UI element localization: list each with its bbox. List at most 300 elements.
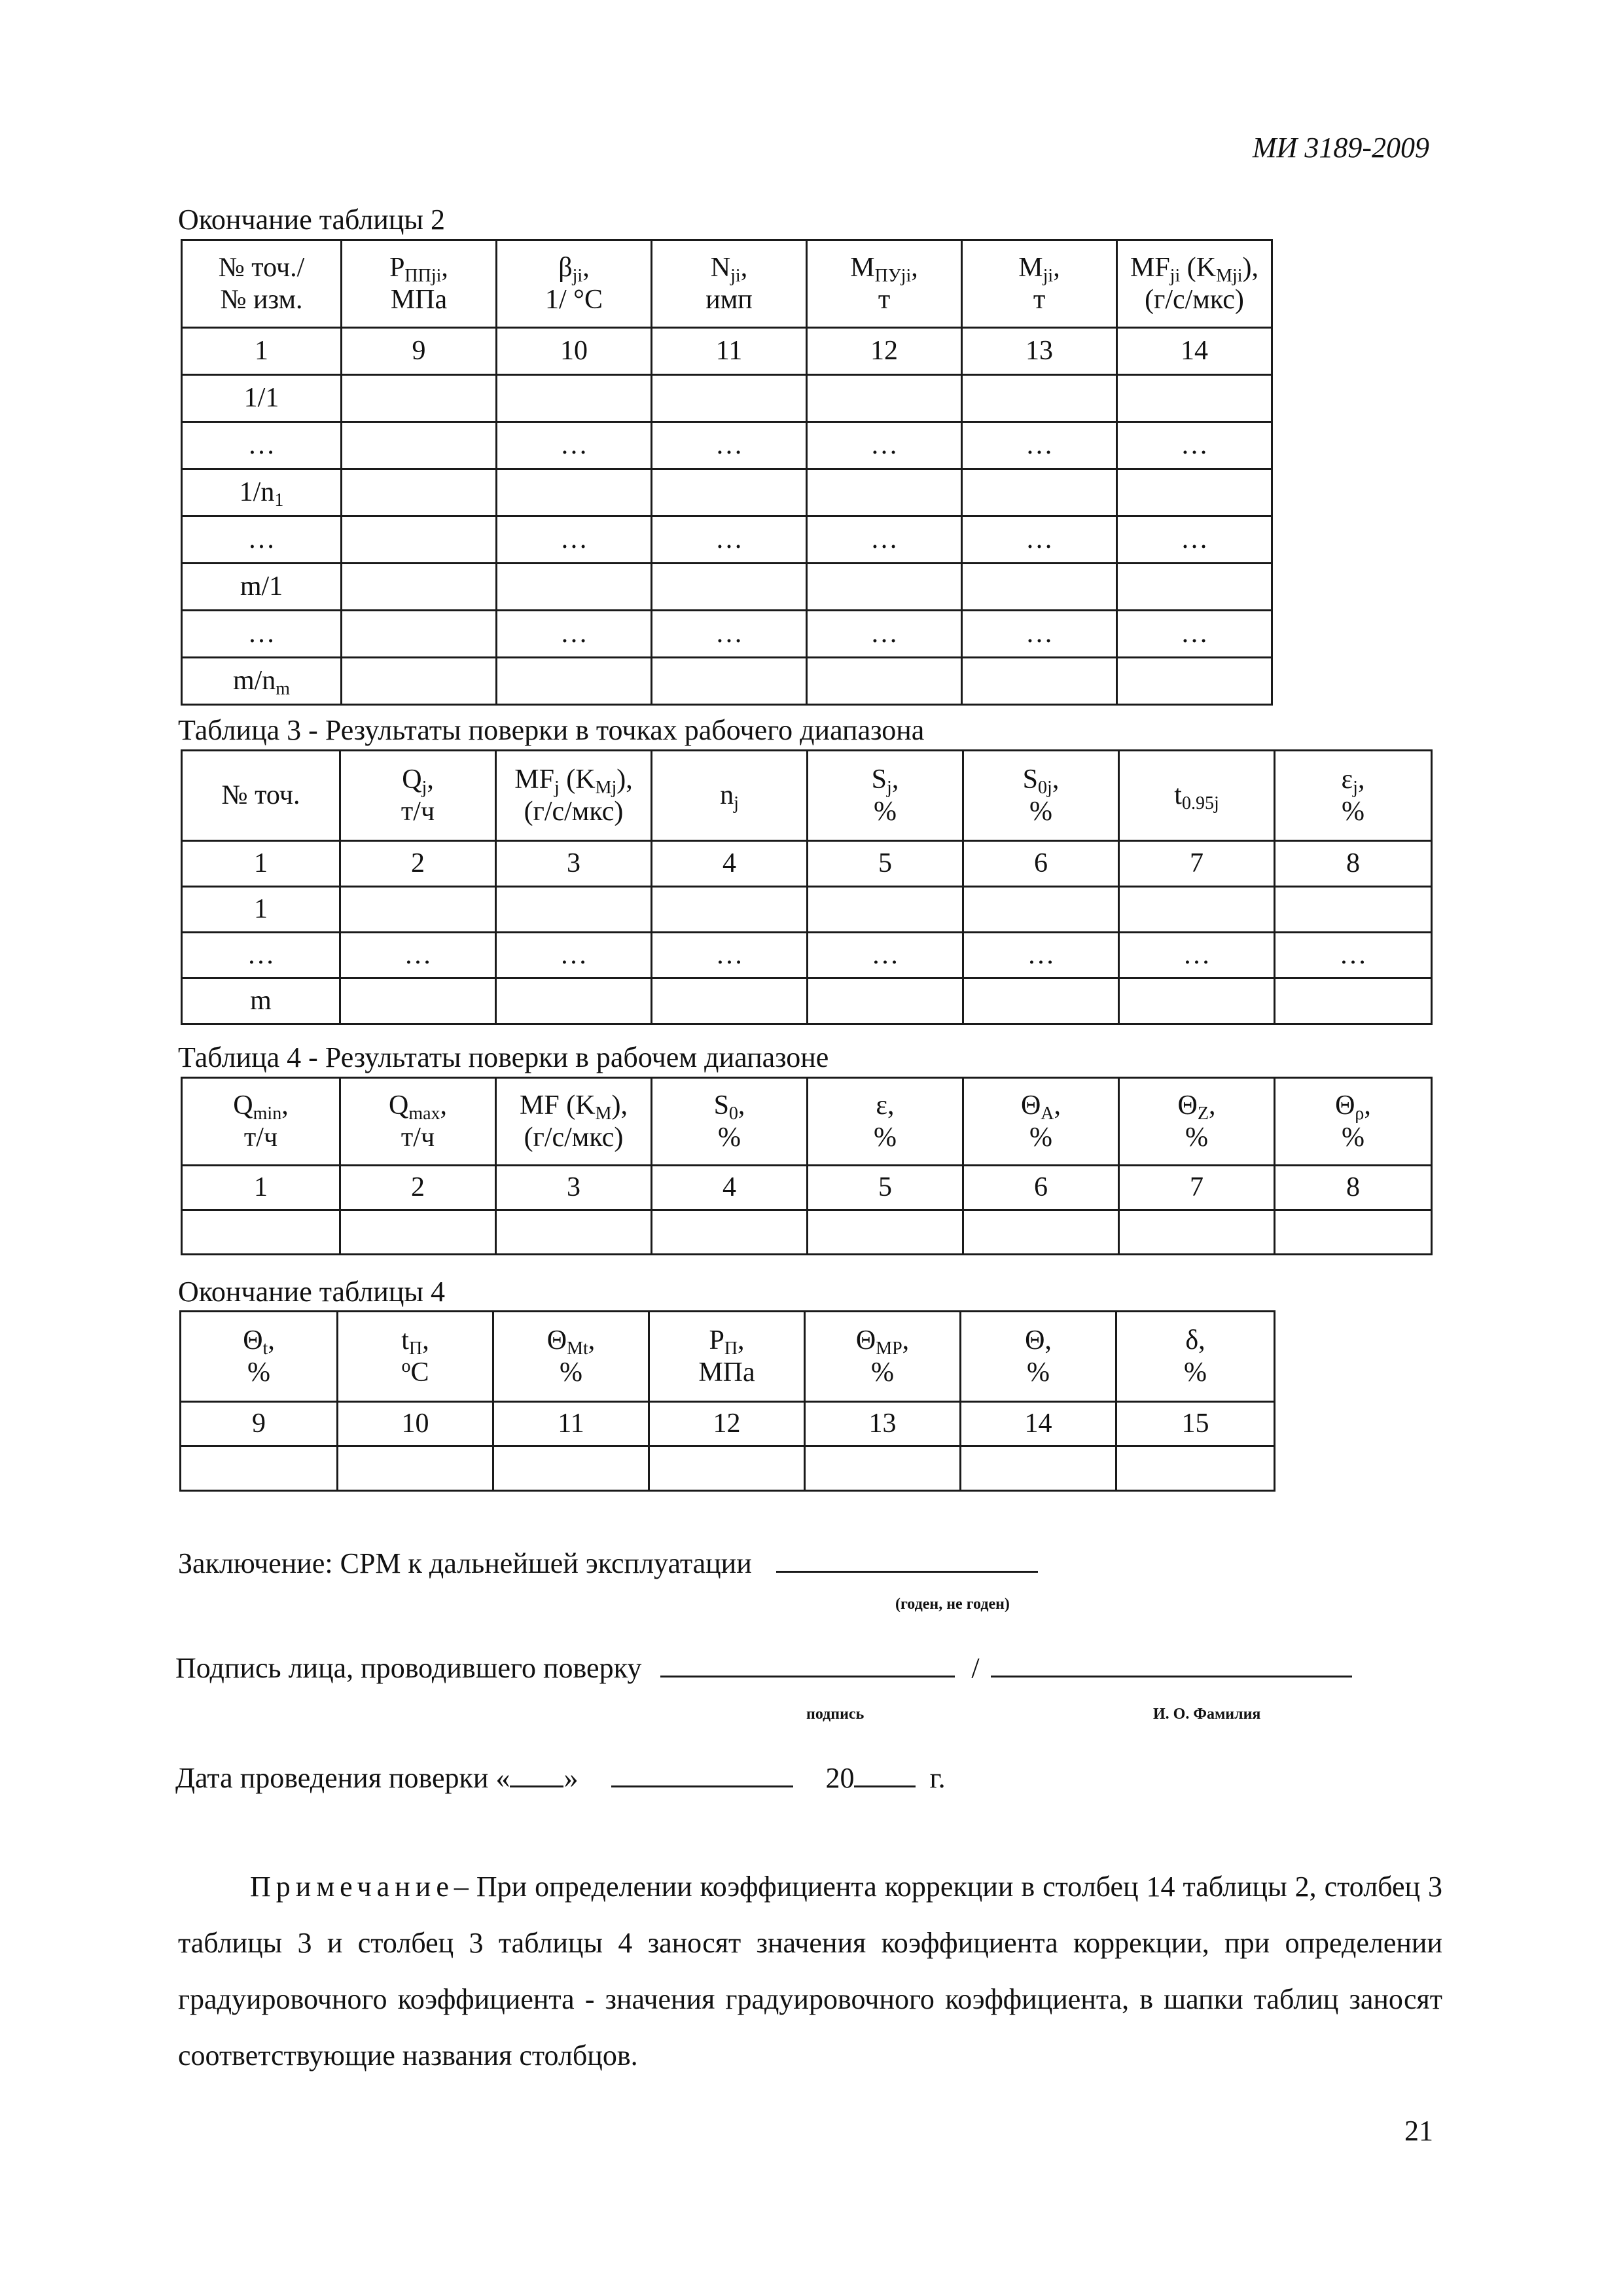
- column-number: 7: [1119, 841, 1275, 887]
- header-line-1: [811, 764, 959, 798]
- empty-cell[interactable]: [1119, 978, 1275, 1024]
- conclusion-label: Заключение: СРМ к дальнейшей эксплуатации: [178, 1547, 752, 1579]
- header-unit: (г/с/мкс): [524, 1122, 624, 1153]
- header-tail: ,: [1052, 764, 1060, 795]
- header-subscript: Mj: [595, 778, 617, 798]
- table-cell: [1117, 611, 1272, 658]
- header-tail: ,: [440, 1090, 448, 1121]
- empty-cell[interactable]: [652, 375, 807, 422]
- empty-cell[interactable]: [342, 422, 497, 469]
- empty-cell[interactable]: [1275, 1210, 1432, 1255]
- header-line-2: [497, 1357, 645, 1388]
- column-number: 1: [182, 328, 342, 375]
- empty-cell[interactable]: [340, 1210, 496, 1255]
- header-line-2: [811, 1122, 959, 1153]
- empty-cell[interactable]: [962, 564, 1117, 611]
- column-number: 15: [1116, 1402, 1275, 1446]
- column-number: 1: [182, 1166, 340, 1210]
- empty-cell[interactable]: [342, 375, 497, 422]
- header-subscript: ПУji: [874, 266, 912, 287]
- header-unit: № изм.: [220, 284, 303, 315]
- header-tail: ,: [1364, 1090, 1371, 1121]
- header-cell: [338, 1312, 493, 1402]
- empty-cell[interactable]: [649, 1446, 805, 1491]
- header-subscript: ji: [1169, 266, 1181, 287]
- header-line-2: [345, 284, 493, 315]
- header-unit: (г/с/мкс): [524, 796, 624, 827]
- empty-cell[interactable]: [807, 469, 962, 516]
- header-subscript: ji: [1043, 266, 1054, 287]
- table-row: [182, 611, 1272, 658]
- header-tail: ,: [1208, 1090, 1216, 1121]
- header-symbol: δ,: [1185, 1325, 1205, 1356]
- table-cell: [182, 887, 340, 933]
- empty-cell[interactable]: [342, 658, 497, 705]
- empty-cell[interactable]: [338, 1446, 493, 1491]
- table-cell: [807, 611, 962, 658]
- header-subscript: ППji: [404, 266, 442, 287]
- header-tail: ,: [1054, 1090, 1061, 1121]
- header-line-2: [185, 1122, 336, 1153]
- header-line-2: [967, 1122, 1115, 1153]
- empty-cell[interactable]: [962, 658, 1117, 705]
- header-symbol: P: [709, 1325, 724, 1356]
- header-line-2: [1122, 1122, 1271, 1153]
- header-cell: [652, 751, 808, 841]
- header-line-2: [655, 284, 803, 315]
- header-line-2: [344, 796, 492, 827]
- cell-value: …: [715, 940, 743, 971]
- table-cell: [652, 422, 807, 469]
- column-number: 11: [652, 328, 807, 375]
- row-subscript: 1: [274, 490, 284, 511]
- header-unit: т/ч: [243, 1122, 278, 1153]
- note: [178, 1859, 1442, 2084]
- header-tail: ,: [281, 1090, 289, 1121]
- cell-value: …: [560, 524, 588, 555]
- header-unit: %: [1184, 1357, 1207, 1388]
- header-symbol: MF: [514, 764, 554, 795]
- header-line-1: [965, 252, 1113, 287]
- header-subscript: Mji: [1216, 266, 1243, 287]
- header-symbol: Θ,: [1025, 1325, 1052, 1356]
- header-line-1: [967, 1090, 1115, 1124]
- cell-value: …: [715, 430, 743, 461]
- header-unit: %: [247, 1357, 270, 1388]
- header-unit: т/ч: [401, 796, 435, 827]
- header-subscript: П: [408, 1338, 423, 1359]
- header-symbol: Θ: [243, 1325, 263, 1356]
- table2-end: [181, 239, 1273, 706]
- table-cell: [1275, 933, 1432, 978]
- note-text: – При определении коэффициента коррекции в столбец 14 таблицы 2, столбец 3 таблицы 3 и столбец 3 таблицы 4 заносят значения коэффициента коррекции, при определении градуировочного коэффициента - значения градуировочного коэффициента, в шапки таблиц заносят соответствующие названия столбцов.: [178, 1871, 1442, 2072]
- header-line-1: [1122, 780, 1271, 814]
- header-cell: [1117, 240, 1272, 328]
- cell-value: …: [1181, 619, 1208, 649]
- empty-cell[interactable]: [340, 887, 496, 933]
- header-line-1: [655, 1090, 804, 1124]
- header-symbol: Θ: [855, 1325, 876, 1356]
- column-number: 6: [963, 1166, 1119, 1210]
- table-cell: [652, 933, 808, 978]
- column-number: 6: [963, 841, 1119, 887]
- header-subscript: M: [595, 1103, 612, 1124]
- header-line-1: [344, 764, 492, 798]
- cell-value: …: [871, 940, 899, 971]
- empty-cell[interactable]: [182, 1210, 340, 1255]
- empty-cell[interactable]: [493, 1446, 649, 1491]
- header-tail: ,: [441, 253, 448, 283]
- header-subscript: j: [421, 778, 427, 798]
- page-number: 21: [1404, 2115, 1433, 2147]
- month-blank[interactable]: [611, 1758, 793, 1787]
- empty-cell[interactable]: [1275, 887, 1432, 933]
- empty-cell[interactable]: [496, 1210, 652, 1255]
- header-line-1: [1278, 764, 1428, 798]
- header-line-2: [1278, 796, 1428, 827]
- header-cell: [497, 240, 652, 328]
- header-unit: %: [874, 796, 897, 827]
- header-unit: %: [1342, 796, 1364, 827]
- column-number: 3: [496, 1166, 652, 1210]
- header-symbol: β: [558, 253, 573, 283]
- header-line-2: [655, 1122, 804, 1153]
- header-subscript: t: [262, 1338, 268, 1359]
- header-cell: [182, 1078, 340, 1166]
- header-subscript: 0: [728, 1103, 738, 1124]
- empty-cell[interactable]: [652, 1210, 808, 1255]
- cell-value: …: [247, 619, 276, 649]
- header-symbol: M: [1018, 253, 1043, 283]
- empty-cell[interactable]: [652, 564, 807, 611]
- header-subscript: П: [724, 1338, 738, 1359]
- column-number: 2: [340, 841, 496, 887]
- empty-cell[interactable]: [962, 469, 1117, 516]
- table-cell: [182, 564, 342, 611]
- header-subscript: 0j: [1038, 778, 1052, 798]
- header-cell: [807, 240, 962, 328]
- header-subscript: j: [1353, 778, 1358, 798]
- header-line-1: [341, 1325, 490, 1359]
- header-cell: [805, 1312, 961, 1402]
- table-cell: [182, 516, 342, 564]
- date-close-quote: »: [563, 1762, 579, 1794]
- empty-cell[interactable]: [340, 978, 496, 1024]
- header-line-2: [499, 1122, 648, 1153]
- empty-cell[interactable]: [497, 564, 652, 611]
- empty-cell[interactable]: [342, 469, 497, 516]
- header-unit: %: [1029, 1122, 1052, 1153]
- signature-blank[interactable]: [660, 1648, 955, 1677]
- table4-end-caption: Окончание таблицы 4: [178, 1276, 445, 1308]
- header-symbol: № точ./: [218, 253, 305, 283]
- header-symbol: N: [710, 253, 731, 283]
- empty-cell[interactable]: [497, 658, 652, 705]
- header-line-1: [810, 252, 958, 287]
- column-number: 10: [338, 1402, 493, 1446]
- empty-cell[interactable]: [963, 1210, 1119, 1255]
- header-line-1: [185, 252, 338, 283]
- table-row: [182, 887, 1432, 933]
- column-number: 12: [649, 1402, 805, 1446]
- header-line-1: [811, 1090, 959, 1121]
- header-cell: [963, 1078, 1119, 1166]
- header-tail: ,: [738, 1090, 745, 1121]
- column-number-row: [181, 1402, 1275, 1446]
- table-cell: [1119, 933, 1275, 978]
- cell-value: …: [247, 524, 276, 555]
- table-cell: [807, 422, 962, 469]
- header-mid: (K: [559, 764, 596, 795]
- empty-cell[interactable]: [962, 375, 1117, 422]
- header-tail: ,: [902, 1325, 910, 1356]
- empty-cell[interactable]: [342, 564, 497, 611]
- table-cell: [808, 933, 963, 978]
- empty-cell[interactable]: [652, 978, 808, 1024]
- header-line-2: [344, 1122, 492, 1153]
- header-line-2: [1120, 284, 1268, 315]
- table-cell: [497, 422, 652, 469]
- cell-value: m/n: [232, 666, 276, 696]
- conclusion-line: [178, 1543, 1038, 1580]
- header-row: [181, 1312, 1275, 1402]
- header-line-2: [810, 284, 958, 315]
- header-unit: имп: [705, 284, 753, 315]
- header-subscript: MP: [876, 1338, 902, 1359]
- header-unit: т: [878, 284, 891, 315]
- cell-value: …: [1026, 619, 1053, 649]
- header-cell: [652, 240, 807, 328]
- header-cell: [340, 751, 496, 841]
- header-subscript: Mt: [567, 1338, 588, 1359]
- empty-cell[interactable]: [963, 887, 1119, 933]
- table4-caption: Таблица 4 - Результаты поверки в рабочем диапазоне: [178, 1041, 829, 1073]
- header-symbol: № точ.: [221, 780, 300, 811]
- column-number: 9: [342, 328, 497, 375]
- empty-cell[interactable]: [1116, 1446, 1275, 1491]
- empty-cell[interactable]: [652, 887, 808, 933]
- empty-cell[interactable]: [805, 1446, 961, 1491]
- header-line-2: [341, 1357, 490, 1388]
- table-cell: [182, 978, 340, 1024]
- year-suffix: г.: [929, 1762, 946, 1794]
- header-cell: [652, 1078, 808, 1166]
- empty-cell[interactable]: [1117, 658, 1272, 705]
- name-hint: И. О. Фамилия: [1153, 1706, 1261, 1723]
- column-number: 4: [652, 841, 808, 887]
- signature-hint: подпись: [806, 1706, 865, 1723]
- column-number: 7: [1119, 1166, 1275, 1210]
- cell-value: …: [1181, 524, 1208, 555]
- conclusion-hint: (годен, не годен): [895, 1596, 1010, 1613]
- empty-cell[interactable]: [496, 887, 652, 933]
- header-symbol: P: [389, 253, 405, 283]
- header-subscript: j: [734, 793, 739, 814]
- header-symbol: ε,: [876, 1090, 895, 1121]
- header-tail: ,: [427, 764, 434, 795]
- header-unit: %: [1342, 1122, 1364, 1153]
- column-number: 2: [340, 1166, 496, 1210]
- table3-caption: Таблица 3 - Результаты поверки в точках рабочего диапазона: [178, 714, 925, 746]
- column-number: 11: [493, 1402, 649, 1446]
- column-number: 1: [182, 841, 340, 887]
- cell-value: …: [560, 940, 588, 971]
- header-row: [182, 240, 1272, 328]
- header-symbol: M: [850, 253, 875, 283]
- empty-cell[interactable]: [652, 658, 807, 705]
- header-line-1: [967, 764, 1115, 798]
- cell-value: …: [715, 619, 743, 649]
- empty-cell[interactable]: [808, 887, 963, 933]
- header-tail: ,: [1357, 764, 1365, 795]
- table-cell: [497, 611, 652, 658]
- empty-cell[interactable]: [497, 469, 652, 516]
- header-symbol: ε: [1341, 764, 1353, 795]
- conclusion-blank[interactable]: [776, 1543, 1038, 1573]
- header-cell: [962, 240, 1117, 328]
- column-number: 8: [1275, 1166, 1432, 1210]
- empty-cell[interactable]: [496, 978, 652, 1024]
- empty-cell[interactable]: [1117, 564, 1272, 611]
- column-number: 13: [805, 1402, 961, 1446]
- empty-cell[interactable]: [181, 1446, 338, 1491]
- year-blank[interactable]: [854, 1758, 916, 1787]
- header-subscript: j: [554, 778, 560, 798]
- table-cell: [182, 611, 342, 658]
- header-cell: [182, 240, 342, 328]
- empty-cell[interactable]: [808, 978, 963, 1024]
- table-row: [181, 1446, 1275, 1491]
- table-cell: [962, 422, 1117, 469]
- header-tail: ,: [422, 1325, 429, 1356]
- header-unit: %: [718, 1122, 741, 1153]
- column-number: 8: [1275, 841, 1432, 887]
- header-unit: МПа: [698, 1357, 755, 1388]
- header-unit: т/ч: [401, 1122, 435, 1153]
- column-number: 14: [961, 1402, 1116, 1446]
- empty-cell[interactable]: [342, 516, 497, 564]
- table-row: [182, 564, 1272, 611]
- empty-cell[interactable]: [497, 375, 652, 422]
- table4-end: [179, 1310, 1275, 1492]
- date-label: Дата проведения поверки «: [175, 1762, 510, 1794]
- row-subscript: m: [276, 679, 291, 700]
- table-row: [182, 375, 1272, 422]
- empty-cell[interactable]: [961, 1446, 1116, 1491]
- cell-value: …: [1339, 940, 1367, 971]
- header-unit: (г/с/мкс): [1145, 284, 1244, 315]
- header-line-1: [184, 1325, 334, 1359]
- header-cell: [808, 1078, 963, 1166]
- table-cell: [497, 516, 652, 564]
- header-cell: [1275, 1078, 1432, 1166]
- header-line-1: [808, 1325, 957, 1359]
- header-symbol: S: [871, 764, 887, 795]
- header-line-2: [500, 284, 648, 315]
- header-symbol: MF: [1130, 253, 1170, 283]
- empty-cell[interactable]: [807, 658, 962, 705]
- header-cell: [1119, 751, 1275, 841]
- column-number-row: [182, 328, 1272, 375]
- empty-cell[interactable]: [1275, 978, 1432, 1024]
- column-number: 3: [496, 841, 652, 887]
- header-symbol: n: [720, 780, 734, 811]
- header-cell: [963, 751, 1119, 841]
- header-cell: [342, 240, 497, 328]
- empty-cell[interactable]: [808, 1210, 963, 1255]
- cell-value: …: [1183, 940, 1211, 971]
- header-cell: [181, 1312, 338, 1402]
- header-line-1: [655, 252, 803, 287]
- table-cell: [182, 375, 342, 422]
- empty-cell[interactable]: [963, 978, 1119, 1024]
- empty-cell[interactable]: [652, 469, 807, 516]
- header-line-2: [811, 796, 959, 827]
- header-line-1: [1120, 252, 1268, 287]
- column-number: 10: [497, 328, 652, 375]
- table-cell: [182, 658, 342, 705]
- header-line-1: [1278, 1090, 1428, 1124]
- header-mid: (K: [1180, 253, 1217, 283]
- header-cell: [496, 751, 652, 841]
- header-tail: ,: [740, 253, 748, 283]
- table-cell: [496, 933, 652, 978]
- cell-value: …: [247, 430, 276, 461]
- empty-cell[interactable]: [807, 375, 962, 422]
- header-line-2: [1278, 1122, 1428, 1153]
- header-symbol: S: [1022, 764, 1039, 795]
- empty-cell[interactable]: [342, 611, 497, 658]
- table-cell: [1117, 516, 1272, 564]
- cell-value: …: [1026, 430, 1053, 461]
- header-unit: %: [560, 1357, 582, 1388]
- header-tail: ,: [268, 1325, 275, 1356]
- table-cell: [1117, 422, 1272, 469]
- empty-cell[interactable]: [807, 564, 962, 611]
- header-symbol: Q: [233, 1090, 253, 1121]
- cell-value: …: [404, 940, 432, 971]
- empty-cell[interactable]: [1117, 469, 1272, 516]
- header-subscript: max: [408, 1103, 440, 1124]
- header-unit: МПа: [390, 284, 448, 315]
- header-line-1: [655, 780, 804, 814]
- table-row: [182, 422, 1272, 469]
- header-line-1: [497, 1325, 645, 1359]
- header-tail: ,: [911, 253, 918, 283]
- name-blank[interactable]: [991, 1648, 1352, 1677]
- day-blank[interactable]: [510, 1758, 563, 1787]
- header-symbol: Θ: [546, 1325, 567, 1356]
- header-line-1: [500, 252, 648, 287]
- empty-cell[interactable]: [1119, 1210, 1275, 1255]
- header-unit: С: [410, 1357, 429, 1388]
- note-lead: Примечание: [250, 1871, 454, 1903]
- header-unit: %: [1029, 796, 1052, 827]
- header-symbol: t: [401, 1325, 409, 1356]
- header-tail: ),: [1242, 253, 1259, 283]
- cell-value: m/1: [240, 571, 283, 602]
- cell-value: …: [560, 619, 588, 649]
- header-symbol: Q: [388, 1090, 409, 1121]
- table-cell: [963, 933, 1119, 978]
- empty-cell[interactable]: [1117, 375, 1272, 422]
- cell-value: …: [1181, 430, 1208, 461]
- empty-cell[interactable]: [1119, 887, 1275, 933]
- header-subscript: ji: [572, 266, 583, 287]
- header-tail: ,: [738, 1325, 745, 1356]
- header-line-1: [185, 1090, 336, 1124]
- header-symbol: Θ: [1177, 1090, 1198, 1121]
